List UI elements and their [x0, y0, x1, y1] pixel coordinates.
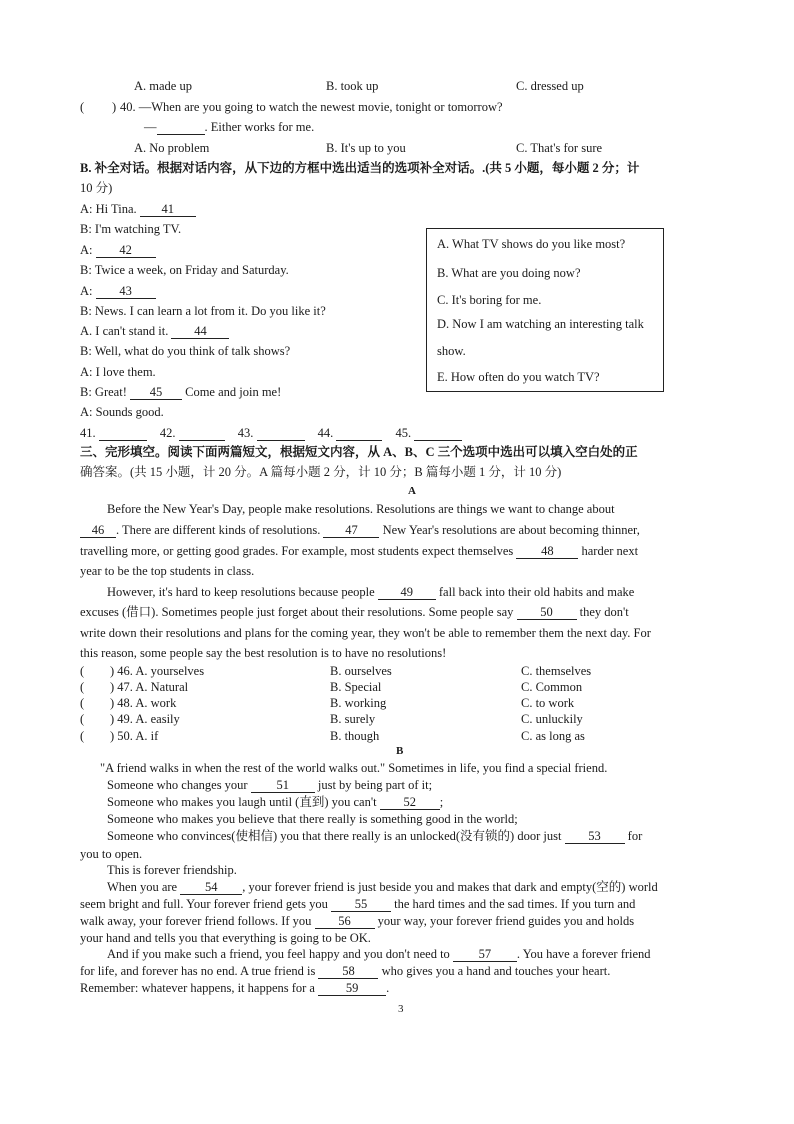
passage-text: seem bright and full. Your forever friend gets you — [80, 897, 328, 911]
dialogue-line-8: B: Well, what do you think of talk shows? — [80, 344, 291, 358]
blank-47[interactable]: 47 — [323, 524, 379, 538]
passage-b-l10 — [80, 915, 634, 929]
box-option-a: A. What TV shows do you like most? — [437, 237, 626, 251]
q46-option-b: B. ourselves — [330, 664, 392, 678]
q47-option-a: ) 47. A. Natural — [110, 680, 189, 694]
dialogue-text: A: — [80, 243, 93, 257]
q50-option-b: B. though — [330, 729, 380, 743]
passage-a-p2-l4: this reason, some people say the best resolution is to have no resolutions! — [80, 646, 447, 660]
dialogue-line-9: A: I love them. — [80, 365, 156, 379]
box-option-b: B. What are you doing now? — [437, 266, 581, 280]
blank-57[interactable]: 57 — [453, 948, 517, 962]
q47-bracket[interactable]: ( — [80, 680, 85, 694]
answer-label-45: 45. — [395, 426, 412, 440]
passage-text: When you are — [107, 880, 178, 894]
passage-text: . There are different kinds of resolutions. — [116, 523, 321, 537]
blank-51[interactable]: 51 — [251, 779, 315, 793]
passage-b-l1: "A friend walks in when the rest of the world walks out." Sometimes in life, you find a special friend. — [100, 761, 608, 775]
passage-text: they don't — [579, 605, 629, 619]
box-option-d-line2: show. — [437, 344, 466, 358]
passage-b-l14 — [80, 982, 389, 996]
answer-blank-43[interactable] — [257, 427, 305, 441]
section-b-title-2: 10 分) — [80, 181, 113, 195]
q47-option-b: B. Special — [330, 680, 382, 694]
passage-text: And if you make such a friend, you feel happy and you don't need to — [107, 947, 450, 961]
blank-41[interactable]: 41 — [140, 203, 196, 217]
q39-option-a: A. made up — [134, 79, 192, 93]
answer-label-43: 43. — [237, 426, 254, 440]
passage-text: . — [386, 981, 390, 995]
blank-53[interactable]: 53 — [565, 830, 625, 844]
q40-stem: 40. —When are you going to watch the newest movie, tonight or tomorrow? — [120, 100, 503, 114]
blank-59[interactable]: 59 — [318, 982, 386, 996]
passage-text: However, it's hard to keep resolutions because people — [107, 585, 375, 599]
dialogue-text: A: Hi Tina. — [80, 202, 137, 216]
passage-text: Someone who changes your — [107, 778, 248, 792]
dialogue-line-43 — [80, 285, 156, 299]
q48-option-a: ) 48. A. work — [110, 696, 177, 710]
q49-option-c: C. unluckily — [521, 712, 583, 726]
q50-option-a: ) 50. A. if — [110, 729, 159, 743]
passage-b-l13 — [80, 965, 610, 979]
q39-option-b: B. took up — [326, 79, 379, 93]
page-number: 3 — [398, 1003, 404, 1015]
answer-blank-41[interactable] — [99, 427, 147, 441]
blank-44[interactable]: 44 — [171, 325, 229, 339]
dialogue-options-box — [426, 228, 664, 392]
passage-text: walk away, your forever friend follows. If you — [80, 914, 312, 928]
passage-text: Someone who makes you laugh until (直到) you can't — [107, 795, 377, 809]
q48-bracket[interactable]: ( — [80, 696, 85, 710]
dialogue-line-11: A: Sounds good. — [80, 405, 164, 419]
passage-a-p2-l2 — [80, 606, 629, 620]
blank-49[interactable]: 49 — [378, 586, 436, 600]
passage-a-p1-l4: year to be the top students in class. — [80, 564, 255, 578]
dialogue-text: Come and join me! — [185, 385, 282, 399]
answer-label-42: 42. — [159, 426, 176, 440]
box-option-c: C. It's boring for me. — [437, 293, 542, 307]
dialogue-line-4: B: Twice a week, on Friday and Saturday. — [80, 263, 289, 277]
passage-text: fall back into their old habits and make — [438, 585, 635, 599]
answer-label-41: 41. — [80, 426, 96, 440]
q40-bracket-close: ) — [112, 100, 117, 114]
box-option-d-line1: D. Now I am watching an interesting talk — [437, 317, 644, 331]
q48-option-c: C. to work — [521, 696, 575, 710]
q46-option-a: ) 46. A. yourselves — [110, 664, 205, 678]
passage-b-l6: you to open. — [80, 847, 143, 861]
q40-reply-dash: — — [144, 120, 157, 134]
passage-text: . You have a forever friend — [516, 947, 651, 961]
dialogue-text: A: — [80, 284, 93, 298]
q40-option-c: C. That's for sure — [516, 141, 603, 155]
q40-bracket-open: ( — [80, 100, 85, 114]
passage-b-l12 — [107, 948, 651, 962]
blank-54[interactable]: 54 — [180, 881, 242, 895]
passage-a-p1-l3 — [80, 545, 638, 559]
q40-reply — [144, 121, 314, 135]
q40-option-a: A. No problem — [134, 141, 210, 155]
passage-b-l7: This is forever friendship. — [107, 863, 237, 877]
blank-52[interactable]: 52 — [380, 796, 440, 810]
passage-text: for — [627, 829, 643, 843]
q49-option-a: ) 49. A. easily — [110, 712, 180, 726]
q50-option-c: C. as long as — [521, 729, 585, 743]
blank-46[interactable]: 46 — [80, 524, 116, 538]
q46-option-c: C. themselves — [521, 664, 592, 678]
blank-56[interactable]: 56 — [315, 915, 375, 929]
dialogue-line-45 — [80, 386, 281, 400]
passage-b-l3 — [107, 796, 443, 810]
q46-bracket[interactable]: ( — [80, 664, 85, 678]
blank-48[interactable]: 48 — [516, 545, 578, 559]
passage-text: ; — [439, 795, 444, 809]
passage-text: Someone who convinces(使相信) you that there really is an unlocked(没有锁的) door just — [107, 829, 562, 843]
passage-a-label: A — [408, 485, 416, 497]
dialogue-line-2: B: I'm watching TV. — [80, 222, 182, 236]
answer-row — [80, 427, 462, 441]
q39-option-c: C. dressed up — [516, 79, 584, 93]
blank-50[interactable]: 50 — [517, 606, 577, 620]
passage-text: just by being part of it; — [317, 778, 433, 792]
passage-text: travelling more, or getting good grades. For example, most students expect themselves — [80, 544, 514, 558]
dialogue-text: B: Great! — [80, 385, 127, 399]
q48-option-b: B. working — [330, 696, 387, 710]
answer-blank-42[interactable] — [179, 427, 225, 441]
blank-43[interactable]: 43 — [96, 285, 156, 299]
passage-b-l9 — [80, 898, 635, 912]
passage-text: Remember: whatever happens, it happens for a — [80, 981, 315, 995]
passage-a-p2-l1 — [107, 586, 634, 600]
section-3-title-2: 确答案。(共 15 小题，计 20 分。A 篇每小题 2 分，计 10 分；B 篇每小题 1 分，计 10 分) — [80, 465, 562, 479]
dialogue-line-42 — [80, 244, 156, 258]
passage-b-l5 — [107, 830, 642, 844]
passage-text: excuses (借口). Sometimes people just forget about their resolutions. Some people say — [80, 605, 514, 619]
q49-option-b: B. surely — [330, 712, 376, 726]
dialogue-line-41 — [80, 203, 196, 217]
passage-b-l4: Someone who makes you believe that there really is something good in the world; — [107, 812, 518, 826]
box-option-e: E. How often do you watch TV? — [437, 370, 600, 384]
passage-text: harder next — [581, 544, 639, 558]
dialogue-line-44 — [80, 325, 229, 339]
dialogue-line-6: B: News. I can learn a lot from it. Do you like it? — [80, 304, 326, 318]
blank-42[interactable]: 42 — [96, 244, 156, 258]
passage-text: your way, your forever friend guides you and holds — [377, 914, 635, 928]
passage-a-p1-l1: Before the New Year's Day, people make resolutions. Resolutions are things we want to change about — [107, 502, 615, 516]
answer-label-44: 44. — [317, 426, 334, 440]
passage-text: for life, and forever has no end. A true friend is — [80, 964, 316, 978]
passage-text: New Year's resolutions are about becoming thinner, — [382, 523, 640, 537]
passage-b-l2 — [107, 779, 432, 793]
passage-b-l11: your hand and tells you that everything is going to be OK. — [80, 931, 371, 945]
passage-text: , your forever friend is just beside you and makes that dark and empty(空的) world — [242, 880, 658, 894]
answer-blank-45[interactable] — [414, 427, 462, 441]
q47-option-c: C. Common — [521, 680, 583, 694]
blank-58[interactable]: 58 — [318, 965, 378, 979]
section-b-title-1: B. 补全对话。根据对话内容，从下边的方框中选出适当的选项补全对话。.(共 5 小题，每小题 2 分；计 — [80, 161, 640, 175]
passage-text: the hard times and the sad times. If you turn and — [394, 897, 636, 911]
q40-option-b: B. It's up to you — [326, 141, 406, 155]
q50-bracket[interactable]: ( — [80, 729, 85, 743]
q40-blank[interactable] — [157, 121, 205, 135]
q40-reply-rest: . Either works for me. — [204, 120, 315, 134]
section-3-title-1: 三、完形填空。阅读下面两篇短文，根据短文内容，从 A、B、C 三个选项中选出可以填入空白处的正 — [80, 445, 638, 459]
dialogue-text: A. I can't stand it. — [80, 324, 169, 338]
passage-a-p2-l3: write down their resolutions and plans for the coming year, they won't be able to remember them the next day. For — [80, 626, 651, 640]
q49-bracket[interactable]: ( — [80, 712, 85, 726]
passage-b-l8 — [107, 881, 658, 895]
passage-a-p1-l2 — [80, 524, 640, 538]
blank-55[interactable]: 55 — [331, 898, 391, 912]
blank-45[interactable]: 45 — [130, 386, 182, 400]
answer-blank-44[interactable] — [336, 427, 382, 441]
passage-text: who gives you a hand and touches your heart. — [381, 964, 611, 978]
passage-b-label: B — [396, 745, 404, 757]
